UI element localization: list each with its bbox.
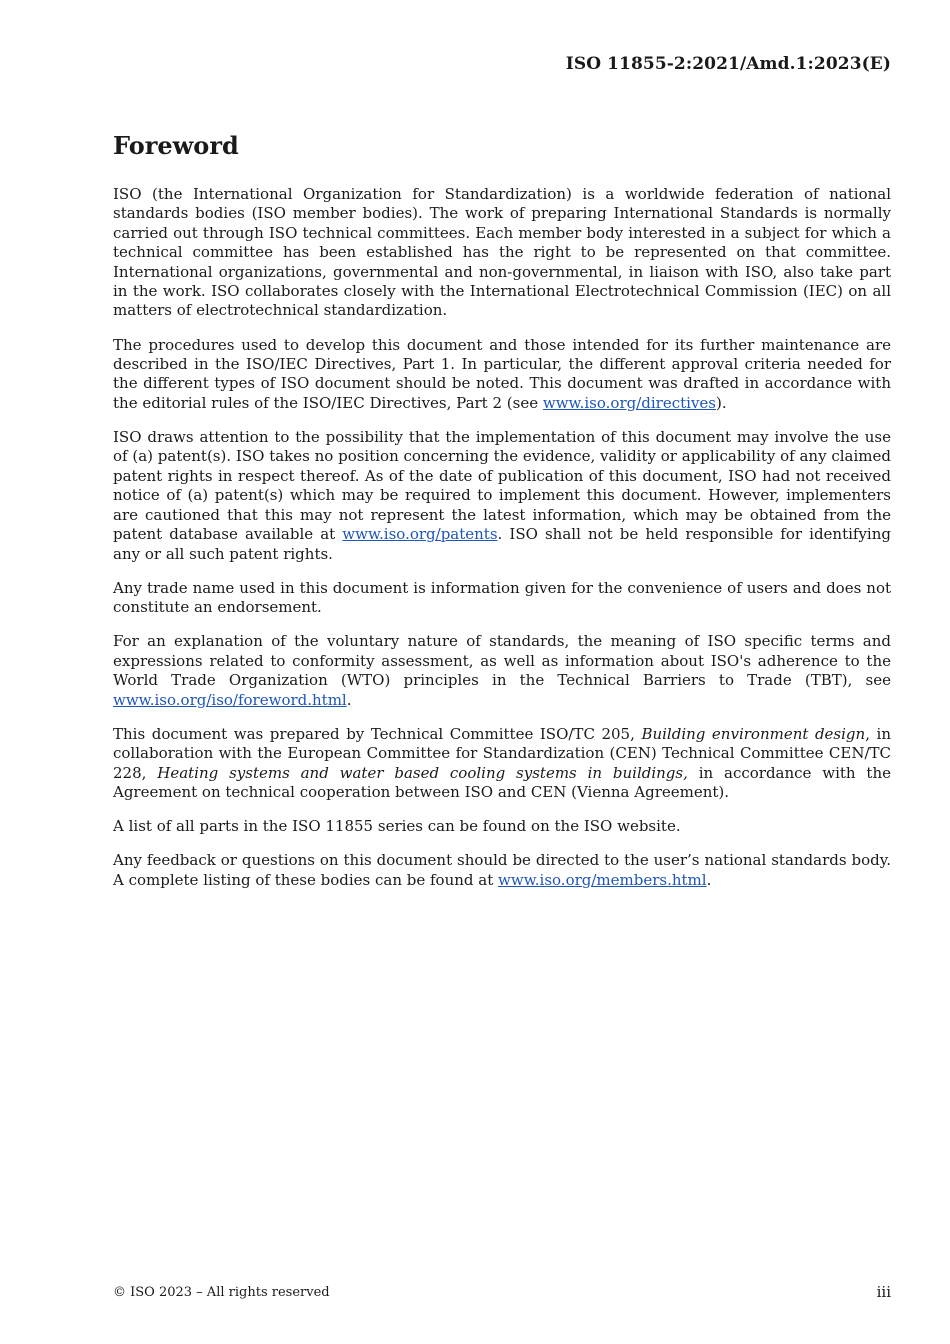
paragraph-text: A list of all parts in the ISO 11855 series can be found on the ISO website. (113, 817, 681, 836)
paragraph-text: Any feedback or questions on this document should be directed to the user’s national standards body. A complete listing of these bodies can be found at (113, 851, 891, 889)
cen-committee-title-italic: Heating systems and water based cooling systems in buildings, (157, 763, 688, 782)
paragraph-text: , in collaboration with the European Committee for Standardization (CEN) Technical Committee CEN/TC 228, (113, 724, 891, 782)
document-identifier: ISO 11855-2:2021/Amd.1:2023(E) (565, 54, 891, 74)
paragraph-text: This document was prepared by Technical Committee ISO/TC 205, (113, 724, 642, 743)
directives-link[interactable]: www.iso.org/directives (542, 393, 716, 412)
paragraph-voluntary-nature (113, 632, 891, 710)
committee-title-italic: Building environment design (641, 724, 866, 743)
paragraph-text: The procedures used to develop this document and those intended for its further maintenance are described in the ISO/IEC Directives, Part 1. In particular, the different approval criteria needed for the different types of ISO document should be noted. This document was drafted in accordance with the editorial rules of the ISO/IEC Directives, Part 2 (see (113, 335, 891, 412)
page-number: iii (876, 1283, 891, 1301)
foreword-body (113, 185, 891, 905)
paragraph-text: ISO draws attention to the possibility that the implementation of this document may involve the use of (a) patent(s). ISO takes no position concerning the evidence, validity or applicability of any claimed patent rights in respect thereof. As of the date of publication of this document, ISO had not received notice of (a) patent(s) which may be required to implement this document. However, implementers are cautioned that this may not represent the latest information, which may be obtained from the patent database available at (113, 428, 891, 544)
paragraph-text: ISO (the International Organization for Standardization) is a worldwide federation of national standards bodies (ISO member bodies). The work of preparing International Standards is normally carried out through ISO technical committees. Each member body interested in a subject for which a technical committee has been established has the right to be represented on that committee. International organizations, governmental and non-governmental, in liaison with ISO, also take part in the work. ISO collaborates closely with the International Electrotechnical Commission (IEC) on all matters of electrotechnical standardization. (113, 185, 891, 320)
footer-copyright: © ISO 2023 – All rights reserved (113, 1285, 330, 1300)
paragraph-iso-intro (113, 185, 891, 321)
paragraph-feedback (113, 851, 891, 890)
paragraph-text: in accordance with the Agreement on technical cooperation between ISO and CEN (Vienna Agreement). (113, 763, 891, 801)
paragraph-text: For an explanation of the voluntary nature of standards, the meaning of ISO specific terms and expressions related to conformity assessment, as well as information about ISO's adherence to the World Trade Organization (WTO) principles in the Technical Barriers to Trade (TBT), see (113, 632, 891, 690)
members-link[interactable]: www.iso.org/members.html (498, 870, 707, 889)
page-title: Foreword (113, 131, 239, 160)
paragraph-text: ). (716, 393, 727, 412)
paragraph-trade-name (113, 579, 891, 618)
paragraph-text: . (706, 870, 712, 889)
paragraph-text: . (346, 690, 352, 709)
paragraph-text: Any trade name used in this document is information given for the convenience of users and does not constitute an endorsement. (113, 578, 891, 617)
paragraph-text: . ISO shall not be held responsible for identifying any or all such patent rights. (113, 525, 891, 563)
paragraph-patents (113, 428, 891, 564)
paragraph-procedures (113, 336, 891, 414)
paragraph-committee (113, 725, 891, 803)
patents-link[interactable]: www.iso.org/patents (342, 525, 498, 544)
paragraph-parts-list (113, 817, 891, 836)
foreword-link[interactable]: www.iso.org/iso/foreword.html (113, 690, 347, 709)
